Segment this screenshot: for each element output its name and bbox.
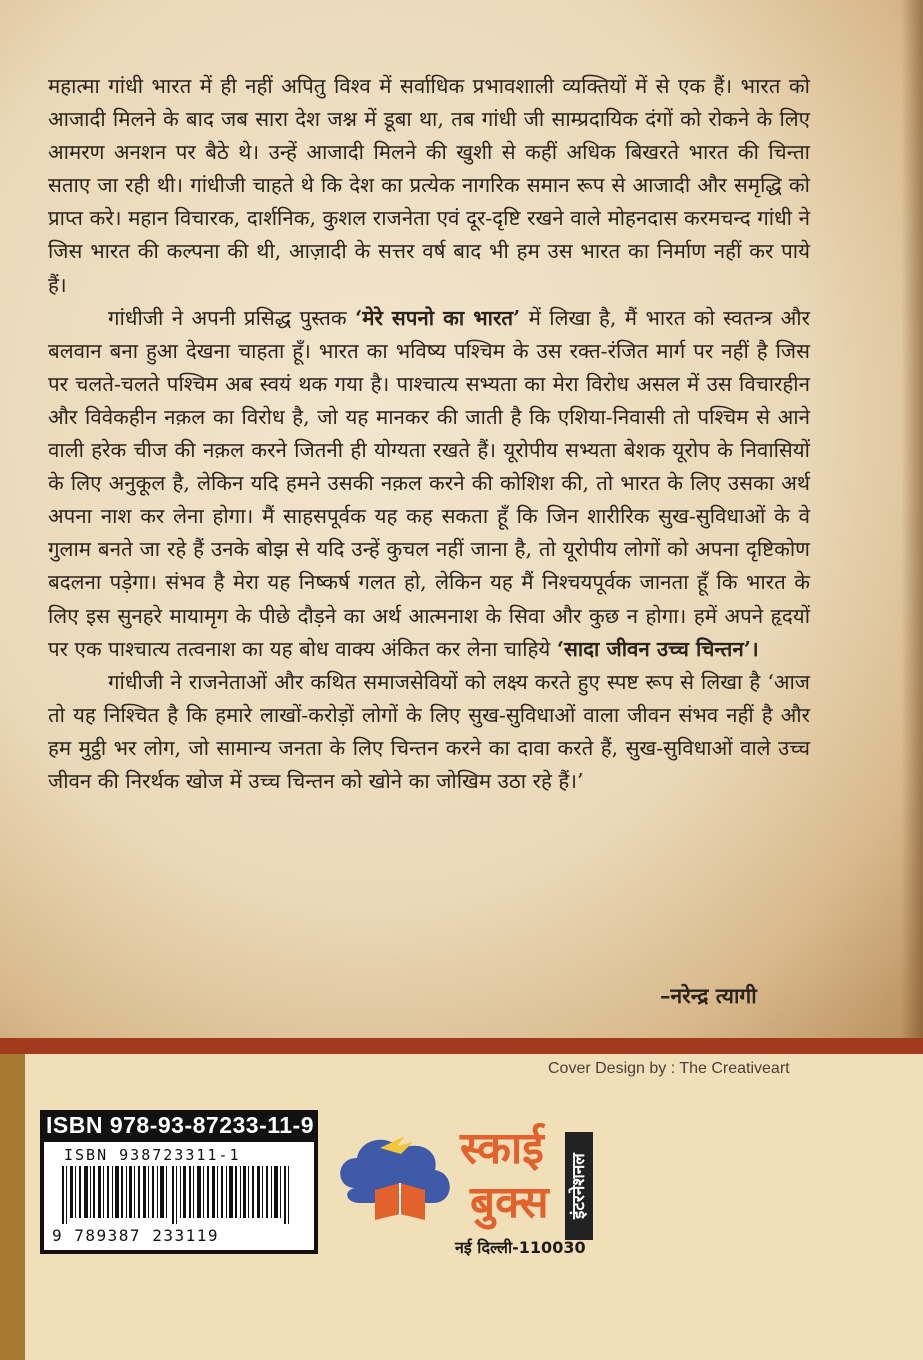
- isbn-barcode: [40, 1110, 318, 1254]
- paragraph-2-start: गांधीजी ने अपनी प्रसिद्ध पुस्तक: [108, 305, 347, 330]
- divider-band: [0, 1038, 923, 1054]
- publisher-city: नई दिल्ली-110030: [455, 1238, 586, 1257]
- motto: ‘सादा जीवन उच्च चिन्तन’।: [556, 636, 759, 661]
- barcode-digits: 9 789387 233119: [52, 1226, 219, 1245]
- blurb-text: [48, 70, 810, 798]
- paragraph-2-body: में लिखा है, मैं भारत को स्वतन्त्र और बलवान बना हुआ देखना चाहता हूँ। भारत का भविष्य पश्चिम के उस रक्त-रंजित मार्ग पर नहीं है जिस पर चलते-चलते पश्चिम अब स्वयं थक गया है। पाश्चात्य सभ्यता का मेरा विरोध असल में उस विचारहीन और विवेकहीन नक़ल का विरोध है, जो यह मानकर की जाती है कि एशिया-निवासी तो पश्चिम से आने वाली हरेक चीज की नक़ल करने जितनी ही योग्यता रखते हैं। यूरोपीय सभ्यता बेशक यूरोप के निवासियों के लिए अनुकूल है, लेकिन यदि हमने उसकी नक़ल करने की कोशिश की, तो भारत के लिए उसका अर्थ अपना नाश कर लेना होगा। मैं साहसपूर्वक यह कह सकता हूँ कि जिन शारीरिक सुख-सुविधाओं के वे गुलाम बनते जा रहे हैं उनके बोझ से यदि उन्हें कुचल नहीं जाना है, तो यूरोपीय लोगों को अपना दृष्टिकोण बदलना पड़ेगा। संभव है मेरा यह निष्कर्ष गलत हो, लेकिन यह मैं निश्चयपूर्वक जानता हूँ कि भारत के लिए इस सुनहरे मायामृग के पीछे दौड़ने का अर्थ आत्मनाश के सिवा और कुछ न होगा। हमें अपने हृदयों पर एक पाश्चात्य तत्वनाश का यह बोध वाक्य अंकित कर लेना चाहिये: [48, 305, 811, 661]
- publisher-name-line1: स्काई: [460, 1123, 544, 1174]
- barcode-panel: [44, 1142, 314, 1250]
- book-title: ‘मेरे सपनो का भारत’: [355, 305, 521, 330]
- barcode-bars: [62, 1166, 298, 1224]
- paragraph-1: महात्मा गांधी भारत में ही नहीं अपितु विश्व में सर्वाधिक प्रभावशाली व्यक्तियों में से एक हैं। भारत को आजादी मिलने के बाद जब सारा देश जश्न में डूबा था, तब गांधी जी साम्प्रदायिक दंगों को रोकने के लिए आमरण अनशन पर बैठे थे। उन्हें आजादी मिलने की खुशी से कहीं अधिक बिखरते भारत की चिन्ता सताए जा रही थी। गांधीजी चाहते थे कि देश का प्रत्येक नागरिक समान रूप से आजादी और समृद्धि को प्राप्त करे। महान विचारक, दार्शनिक, कुशल राजनेता एवं दूर-दृष्टि रखने वाले मोहनदास करमचन्द गांधी ने जिस भारत की कल्पना की थी, आज़ादी के सत्तर वर्ष बाद भी हम उस भारत का निर्माण नहीं कर पाये हैं।: [48, 74, 810, 297]
- left-accent-panel: [0, 1054, 25, 1360]
- spine-shadow: [901, 0, 923, 1040]
- author-signature: –नरेन्द्र त्यागी: [660, 983, 757, 1008]
- isbn-small-label: ISBN 938723311-1: [64, 1146, 241, 1164]
- paragraph-2: [48, 302, 810, 666]
- isbn-label: ISBN 978-93-87233-11-9: [46, 1112, 314, 1138]
- publisher-name-line2: बुक्स: [470, 1177, 549, 1228]
- paragraph-3: गांधीजी ने राजनेताओं और कथित समाजसेवियों को लक्ष्य करते हुए स्पष्ट रूप से लिखा है ‘आज तो यह निश्चित है कि हमारे लाखों-करोड़ों लोगों के लिए सुख-सुविधाओं वाला जीवन संभव नहीं है और हम मुट्ठी भर लोग, जो सामान्य जनता के लिए चिन्तन करने का दावा करते हैं, सुख-सुविधाओं वाले उच्च जीवन की निरर्थक खोज में उच्च चिन्तन को खोने का जोखिम उठा रहे हैं।’: [48, 669, 810, 793]
- publisher-logo-icon: [335, 1128, 465, 1238]
- cover-design-credit: Cover Design by : The Creativeart: [548, 1060, 790, 1077]
- publisher-international-label: इंटरनेशनल: [565, 1132, 593, 1240]
